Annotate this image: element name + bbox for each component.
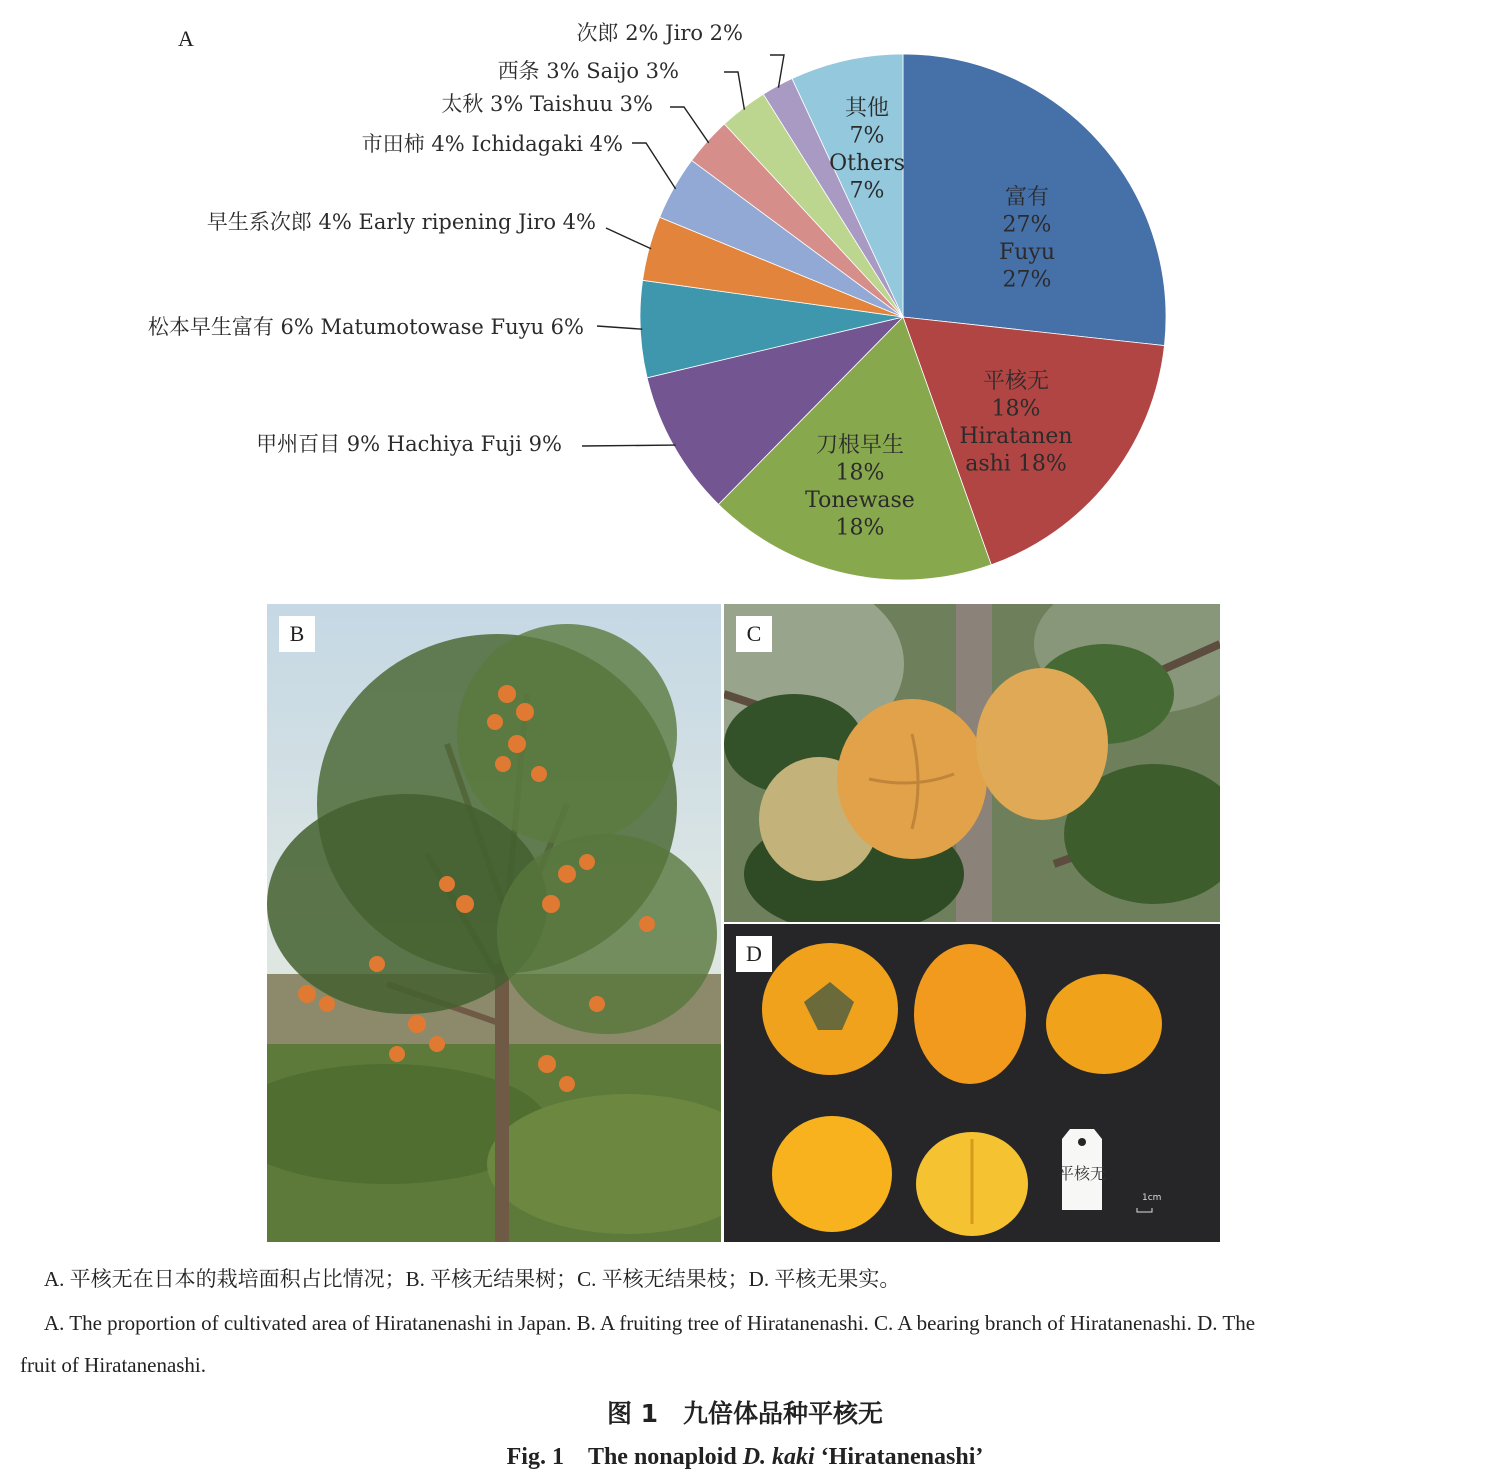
- pie-chart: [0, 0, 1490, 590]
- figure-title-en: [0, 1436, 1490, 1471]
- caption-chinese: A. 平核无在日本的栽培面积占比情况；B. 平核无结果树；C. 平核无结果枝；D. 平核无果实。: [44, 1267, 901, 1291]
- slice-label-line: 18%: [835, 460, 885, 486]
- panel-label-b: B: [279, 616, 315, 652]
- slice-label-line: Others: [829, 151, 905, 176]
- slice-label-line: Hiratanen: [959, 424, 1073, 449]
- slice-label-line: Fuyu: [998, 240, 1056, 265]
- slice-label-line: Tonewase: [805, 488, 915, 513]
- photo-fruiting-tree: [267, 604, 721, 1242]
- slice-label-line: ashi 18%: [965, 451, 1067, 477]
- leader-line: [632, 143, 676, 189]
- slice-outside-label: 市田柿 4% Ichidagaki 4%: [361, 132, 623, 156]
- slice-outside-label: 次郎 2% Jiro 2%: [576, 21, 743, 45]
- photo-fruit: [724, 924, 1220, 1242]
- leader-line: [724, 72, 744, 110]
- slice-label-line: 27%: [1002, 212, 1052, 238]
- slice-outside-label: 西条 3% Saijo 3%: [497, 59, 679, 83]
- leader-line: [770, 55, 784, 88]
- figure-title-en-prefix: Fig. 1 The nonaploid: [506, 1444, 743, 1470]
- slice-outside-label: 早生系次郎 4% Early ripening Jiro 4%: [206, 210, 596, 234]
- slice-label-line: 富有: [1004, 185, 1050, 210]
- leader-line: [670, 107, 709, 143]
- photo-bearing-branch: [724, 604, 1220, 922]
- slice-outside-label: 甲州百目 9% Hachiya Fuji 9%: [256, 432, 562, 456]
- slice-label-line: 18%: [991, 396, 1041, 422]
- fruit-illustration: [724, 924, 1220, 1242]
- panel-label-d: D: [736, 936, 772, 972]
- scale-bar-label: 1cm: [1142, 1193, 1162, 1203]
- slice-label-line: 刀根早生: [815, 433, 905, 458]
- figure-title-en-suffix: ‘Hiratanenashi’: [814, 1444, 984, 1470]
- slice-label-line: 其他: [844, 96, 890, 121]
- figure-title-cn: 图 1 九倍体品种平核无: [606, 1399, 884, 1428]
- figure-title-en-species: D. kaki: [742, 1444, 815, 1470]
- fruiting-tree-illustration: [267, 604, 721, 1242]
- bearing-branch-illustration: [724, 604, 1220, 922]
- panel-label-a: A: [178, 26, 194, 51]
- leader-line: [597, 326, 642, 329]
- slice-label-line: 7%: [849, 123, 885, 149]
- panel-label-c: C: [736, 616, 772, 652]
- slice-outside-label: 松本早生富有 6% Matumotowase Fuyu 6%: [147, 315, 584, 339]
- slice-outside-label: 太秋 3% Taishuu 3%: [441, 92, 653, 116]
- fruit-tag-text: 平核无: [1057, 1164, 1107, 1183]
- slice-label-line: 平核无: [982, 369, 1050, 394]
- slice-label-line: 7%: [849, 178, 885, 204]
- slice-label-line: 27%: [1002, 267, 1052, 293]
- leader-line: [582, 445, 676, 446]
- caption-english-line1: A. The proportion of cultivated area of Hiratanenashi in Japan. B. A fruiting tree of Hiratanenashi. C. A bearing branch of Hiratanenashi. D. The: [44, 1311, 1256, 1335]
- caption-english-line2: fruit of Hiratanenashi.: [20, 1353, 207, 1377]
- slice-label-line: 18%: [835, 515, 885, 541]
- leader-line: [606, 228, 651, 249]
